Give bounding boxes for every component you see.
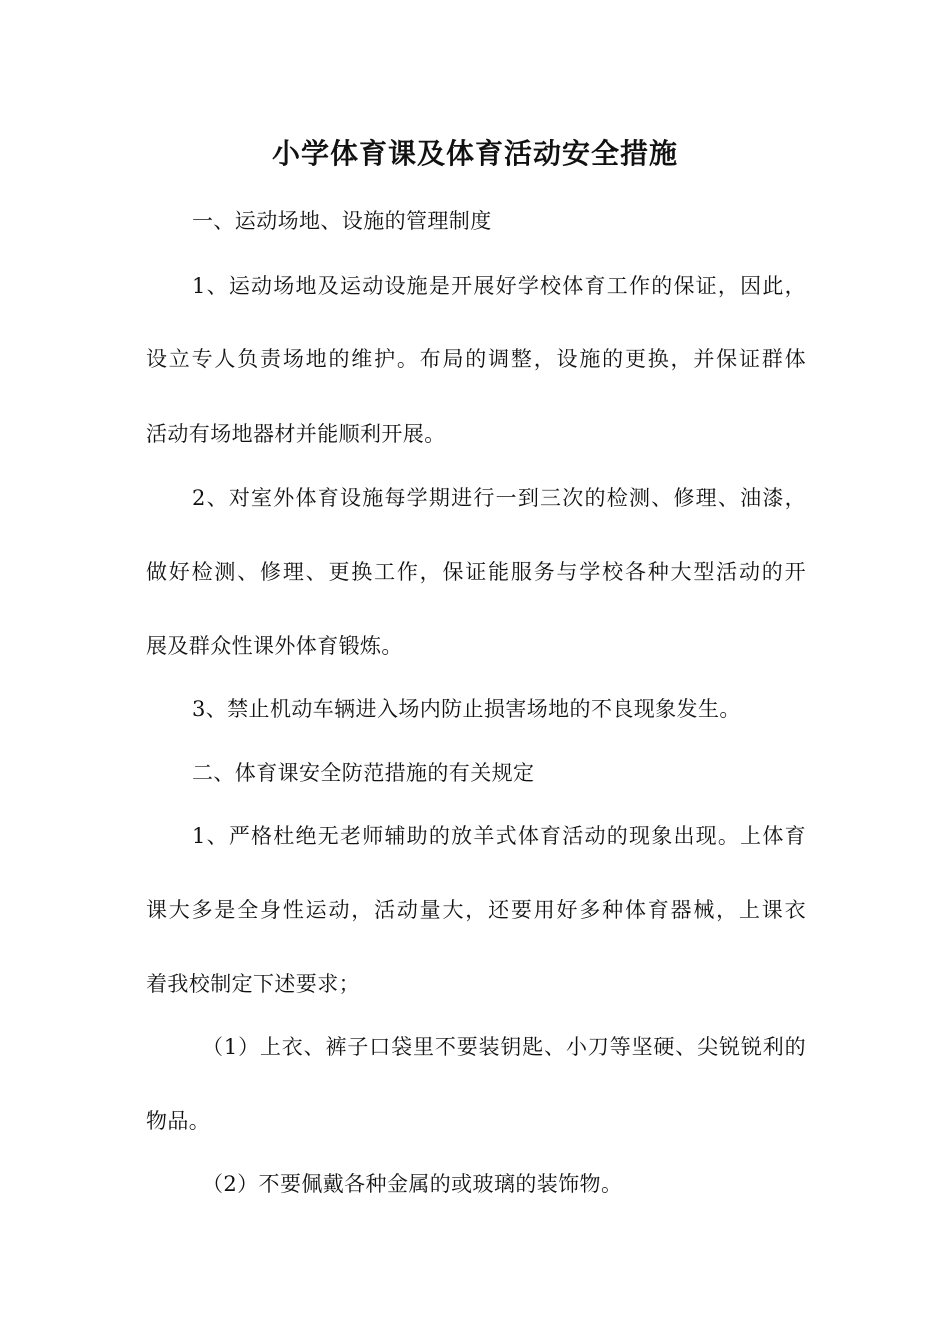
paragraph-line: 3、禁止机动车辆进入场内防止损害场地的不良现象发生。 bbox=[192, 697, 741, 721]
paragraph-line: 1、严格杜绝无老师辅助的放羊式体育活动的现象出现。上体育 bbox=[192, 824, 806, 848]
list-item-line: （2）不要佩戴各种金属的或玻璃的装饰物。 bbox=[202, 1172, 623, 1196]
section-heading-1: 一、运动场地、设施的管理制度 bbox=[192, 209, 492, 233]
paragraph-line: 做好检测、修理、更换工作，保证能服务与学校各种大型活动的开 bbox=[146, 560, 806, 584]
list-item-line: 物品。 bbox=[146, 1109, 211, 1133]
paragraph-line: 1、运动场地及运动设施是开展好学校体育工作的保证，因此， bbox=[192, 274, 806, 298]
section-heading-2: 二、体育课安全防范措施的有关规定 bbox=[192, 761, 535, 785]
paragraph-line: 课大多是全身性运动，活动量大，还要用好多种体育器械，上课衣 bbox=[146, 898, 806, 922]
document-title: 小学体育课及体育活动安全措施 bbox=[271, 137, 678, 170]
paragraph-line: 设立专人负责场地的维护。布局的调整，设施的更换，并保证群体 bbox=[146, 347, 806, 371]
list-item-line: （1）上衣、裤子口袋里不要装钥匙、小刀等坚硬、尖锐锐利的 bbox=[202, 1035, 806, 1059]
paragraph-line: 着我校制定下述要求； bbox=[146, 972, 360, 996]
paragraph-line: 2、对室外体育设施每学期进行一到三次的检测、修理、油漆， bbox=[192, 486, 806, 510]
paragraph-line: 展及群众性课外体育锻炼。 bbox=[146, 634, 403, 658]
paragraph-line: 活动有场地器材并能顺利开展。 bbox=[146, 422, 446, 446]
